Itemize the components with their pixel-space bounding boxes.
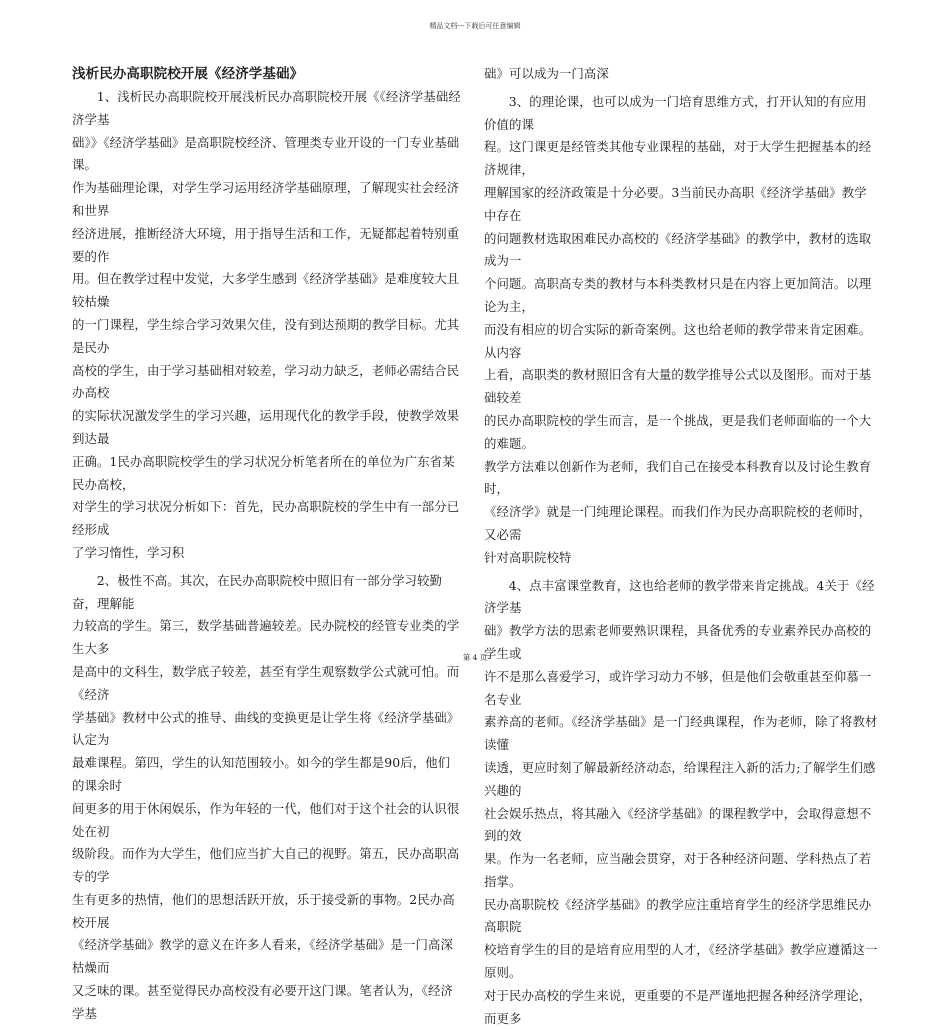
text-line: 许不是那么喜爱学习，或许学习动力不够，但是他们会敬重甚至仰慕一名专业 bbox=[484, 668, 872, 707]
text-line: 针对高职院校特 bbox=[484, 549, 572, 565]
text-line: 力较高的学生。第三，数学基础普遍较差。民办院校的经管专业类的学生大多 bbox=[72, 618, 460, 657]
text-line: 教学方法难以创新作为老师，我们自己在接受本科教育以及讨论生教育时， bbox=[484, 458, 872, 497]
header-note: 精品文档---下载后可任意编辑 bbox=[429, 22, 521, 30]
text-line: 对学生的学习状况分析如下：首先，民办高职院校的学生中有一部分已经形成 bbox=[72, 499, 460, 538]
text-line: 经济进展，推断经济大环境，用于指导生活和工作，无疑都起着特别重要的作 bbox=[72, 225, 460, 264]
text-line: 级阶段。而作为大学生，他们应当扩大自己的视野。第五，民办高职高专的学 bbox=[72, 846, 460, 885]
text-line: 又乏味的课。甚至觉得民办高校没有必要开这门课。笔者认为，《经济学基 bbox=[72, 983, 454, 1021]
text-line: 础》》《经济学基础》是高职院校经济、管理类专业开设的一门专业基础课。 bbox=[72, 134, 460, 173]
text-line: 《经济学》就是一门纯理论课程。而我们作为民办高职院校的老师时，又必需 bbox=[484, 504, 872, 542]
left-column bbox=[72, 60, 462, 1026]
text-line: 读透，更应时刻了解最新经济动态，给课程注入新的活力;了解学生们感兴趣的 bbox=[484, 759, 876, 798]
article-title: 浅析民办高职院校开展《经济学基础》 bbox=[72, 66, 304, 82]
text-line: 校培育学生的目的是培育应用型的人才，《经济学基础》教学应遵循这一原则。 bbox=[484, 942, 878, 981]
text-line: 1、浅析民办高职院校开展浅析民办高职院校开展《《经济学基础经济学基 bbox=[72, 89, 461, 127]
text-line: 间更多的用于休闲娱乐，作为年轻的一代，他们对于这个社会的认识很处在初 bbox=[72, 800, 460, 839]
text-line: 素养高的老师。《经济学基础》是一门经典课程，作为老师，除了将教材读懂 bbox=[484, 714, 878, 753]
page-number: 第 4 页 bbox=[462, 653, 488, 662]
text-line: 3、的理论课，也可以成为一门培育思维方式，打开认知的有应用价值的课 bbox=[484, 93, 867, 132]
paragraph-4 bbox=[484, 575, 878, 1030]
text-line: 民办高职院校《经济学基础》的教学应注重培育学生的经济学思维民办高职院 bbox=[484, 896, 872, 935]
text-line: 4、点丰富课堂教育，这也给老师的教学带来肯定挑战。4关于《经济学基 bbox=[484, 577, 875, 616]
text-line: 了学习惰性，学习积 bbox=[72, 544, 185, 560]
text-line: 用。但在教学过程中发觉，大多学生感到《经济学基础》是难度较大且较枯燥 bbox=[72, 271, 460, 310]
text-line: 高校的学生，由于学习基础相对较差，学习动力缺乏，老师必需结合民办高校 bbox=[72, 362, 460, 401]
text-line: 对于民办高校的学生来说，更重要的不是严谨地把握各种经济学理论，而更多 bbox=[484, 987, 872, 1026]
text-line: 程。这门课更是经管类其他专业课程的基础，对于大学生把握基本的经济规律， bbox=[484, 139, 872, 178]
text-line: 作为基础理论课，对学生学习运用经济学基础原理，了解现实社会经济和世界 bbox=[72, 180, 460, 218]
right-column bbox=[484, 60, 878, 1030]
paragraph-continuation bbox=[484, 60, 878, 86]
text-line: 础》教学方法的思索老师要熟识课程，具备优秀的专业素养民办高校的学生或 bbox=[484, 623, 872, 661]
text-line: 学基础》教材中公式的推导、曲线的变换更是让学生将《经济学基础》认定为 bbox=[72, 709, 460, 748]
text-line: 础》可以成为一门高深 bbox=[484, 66, 609, 81]
text-line: 理解国家的经济政策是十分必要。3当前民办高职《经济学基础》教学中存在 bbox=[484, 184, 867, 223]
text-line: 生有更多的热情，他们的思想活跃开放，乐于接受新的事物。2民办高校开展 bbox=[72, 891, 455, 930]
text-line: 而没有相应的切合实际的新奇案例。这也给老师的教学带来肯定困难。从内容 bbox=[484, 321, 872, 360]
text-line: 个问题。高职高专类的教材与本科类教材只是在内容上更加简洁。以理论为主， bbox=[484, 276, 872, 314]
text-line: 2、极性不高。其次，在民办高职院校中照旧有一部分学习较勤奋，理解能 bbox=[72, 572, 443, 611]
text-line: 的问题教材选取困难民办高校的《经济学基础》的教学中，教材的选取成为一 bbox=[484, 230, 872, 269]
text-line: 社会娱乐热点，将其融入《经济学基础》的课程教学中，会取得意想不到的效 bbox=[484, 805, 872, 844]
text-line: 上看，高职类的教材照旧含有大量的数学推导公式以及图形。而对于基础较差 bbox=[484, 367, 872, 406]
text-line: 的实际状况激发学生的学习兴趣，运用现代化的教学手段，使教学效果到达最 bbox=[72, 408, 460, 446]
text-line: 是高中的文科生，数学底子较差，甚至有学生观察数学公式就可怕。而《经济 bbox=[72, 663, 460, 702]
text-line: 的民办高职院校的学生而言，是一个挑战，更是我们老师面临的一个大的难题。 bbox=[484, 412, 872, 451]
text-line: 的一门课程，学生综合学习效果欠佳，没有到达预期的教学目标。尤其是民办 bbox=[72, 316, 460, 355]
paragraph-1 bbox=[72, 86, 462, 565]
text-line: 正确。1民办高职院校学生的学习状况分析笔者所在的单位为广东省某民办高校， bbox=[72, 453, 455, 492]
text-line: 《经济学基础》教学的意义在许多人看来，《经济学基础》是一门高深枯燥而 bbox=[72, 937, 454, 976]
text-line: 最难课程。第四，学生的认知范围较小。如今的学生都是90后，他们的课余时 bbox=[72, 755, 451, 793]
paragraph-3 bbox=[484, 91, 878, 570]
paragraph-2 bbox=[72, 570, 462, 1026]
text-line: 果。作为一名老师，应当融会贯穿，对于各种经济问题、学科热点了若指掌。 bbox=[484, 851, 872, 889]
